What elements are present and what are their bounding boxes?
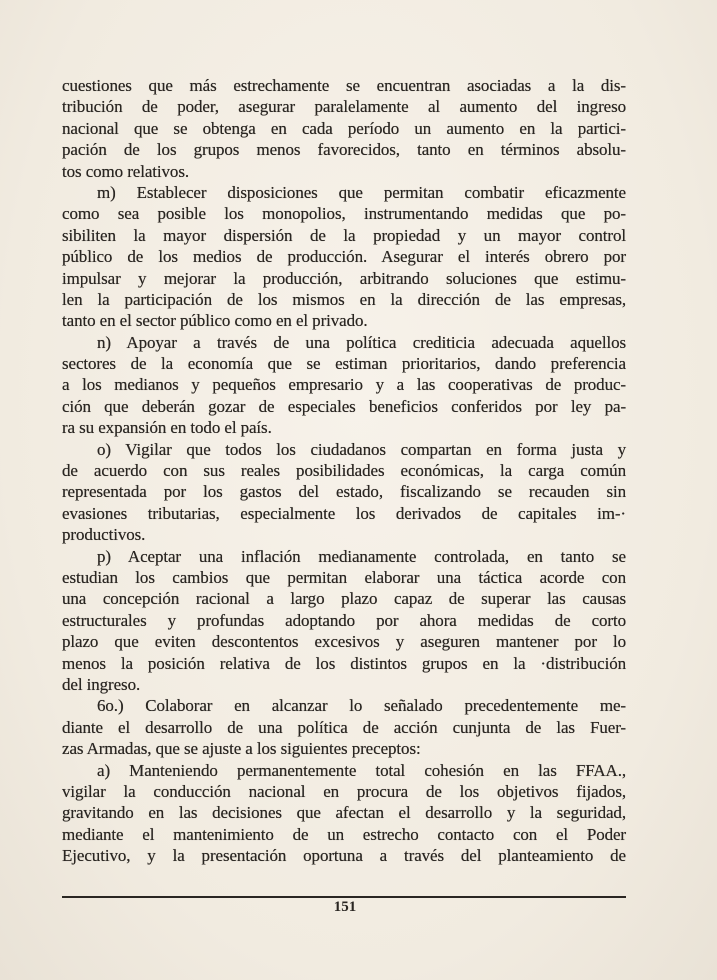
- text-line: sectores de la economía que se estiman prioritarios, dando preferencia: [62, 354, 626, 374]
- text-line: nacional que se obtenga en cada período un aumento en la partici-: [62, 118, 626, 138]
- text-line: estructurales y profundas adoptando por ahora medidas de corto: [62, 610, 626, 630]
- text-line: estudian los cambios que permitan elaborar una táctica acorde con: [62, 567, 626, 587]
- text-line: 6o.) Colaborar en alcanzar lo señalado precedentemente me-: [97, 696, 626, 716]
- text-line: público de los medios de producción. Asegurar el interés obrero por: [62, 247, 626, 267]
- page-number: 151: [333, 899, 357, 915]
- text-line: diante el desarrollo de una política de acción cunjunta de las Fuer-: [62, 717, 626, 737]
- text-line: tos como relativos.: [62, 161, 189, 181]
- text-line: una concepción racional a largo plazo capaz de superar las causas: [62, 589, 626, 609]
- text-line: o) Vigilar que todos los ciudadanos compartan en forma justa y: [97, 439, 626, 459]
- text-line: n) Apoyar a través de una política crediticia adecuada aquellos: [97, 332, 626, 352]
- text-line: zas Armadas, que se ajuste a los siguientes preceptos:: [62, 739, 421, 759]
- text-line: ra su expansión en todo el país.: [62, 418, 272, 438]
- paragraph: [62, 332, 626, 439]
- text-line: pación de los grupos menos favorecidos, tanto en términos absolu-: [62, 140, 626, 160]
- text-line: a los medianos y pequeños empresario y a las cooperativas de produc-: [62, 375, 626, 395]
- text-line: tanto en el sector público como en el privado.: [62, 311, 368, 331]
- text-line: p) Aceptar una inflación medianamente controlada, en tanto se: [97, 546, 626, 566]
- text-line: plazo que eviten descontentos excesivos y aseguren mantener por lo: [62, 632, 626, 652]
- text-line: m) Establecer disposiciones que permitan combatir eficazmente: [97, 182, 626, 202]
- body-text: [62, 75, 626, 866]
- paragraph: [62, 75, 626, 182]
- text-line: evasiones tributarias, especialmente los derivados de capitales im-·: [62, 503, 626, 523]
- text-line: ción que deberán gozar de especiales beneficios conferidos por ley pa-: [62, 396, 626, 416]
- text-line: tribución de poder, asegurar paralelamente al aumento del ingreso: [62, 97, 626, 117]
- text-line: menos la posición relativa de los distintos grupos en la ·distribución: [62, 653, 626, 673]
- text-line: impulsar y mejorar la producción, arbitrando soluciones que estimu-: [62, 268, 626, 288]
- text-line: del ingreso.: [62, 674, 141, 694]
- text-line: productivos.: [62, 525, 146, 545]
- paragraph: [62, 182, 626, 332]
- text-line: sibiliten la mayor dispersión de la propiedad y un mayor control: [62, 225, 626, 245]
- paragraph: [62, 546, 626, 696]
- text-line: gravitando en las decisiones que afectan el desarrollo y la seguridad,: [62, 803, 626, 823]
- text-line: len la participación de los mismos en la dirección de las empresas,: [62, 289, 626, 309]
- paragraph: [62, 439, 626, 546]
- text-line: de acuerdo con sus reales posibilidades económicas, la carga común: [62, 461, 626, 481]
- text-line: vigilar la conducción nacional en procura de los objetivos fijados,: [62, 781, 626, 801]
- text-line: como sea posible los monopolios, instrumentando medidas que po-: [62, 204, 626, 224]
- text-line: cuestiones que más estrechamente se encuentran asociadas a la dis-: [62, 76, 626, 95]
- paragraph: [62, 695, 626, 759]
- text-line: representada por los gastos del estado, fiscalizando se recauden sin: [62, 482, 626, 502]
- text-line: mediante el mantenimiento de un estrecho contacto con el Poder: [62, 824, 626, 844]
- text-line: a) Manteniendo permanentemente total cohesión en las FFAA.,: [97, 760, 626, 780]
- footer-rule: [62, 896, 626, 898]
- text-line: Ejecutivo, y la presentación oportuna a través del planteamiento de: [62, 846, 626, 866]
- paragraph: [62, 760, 626, 867]
